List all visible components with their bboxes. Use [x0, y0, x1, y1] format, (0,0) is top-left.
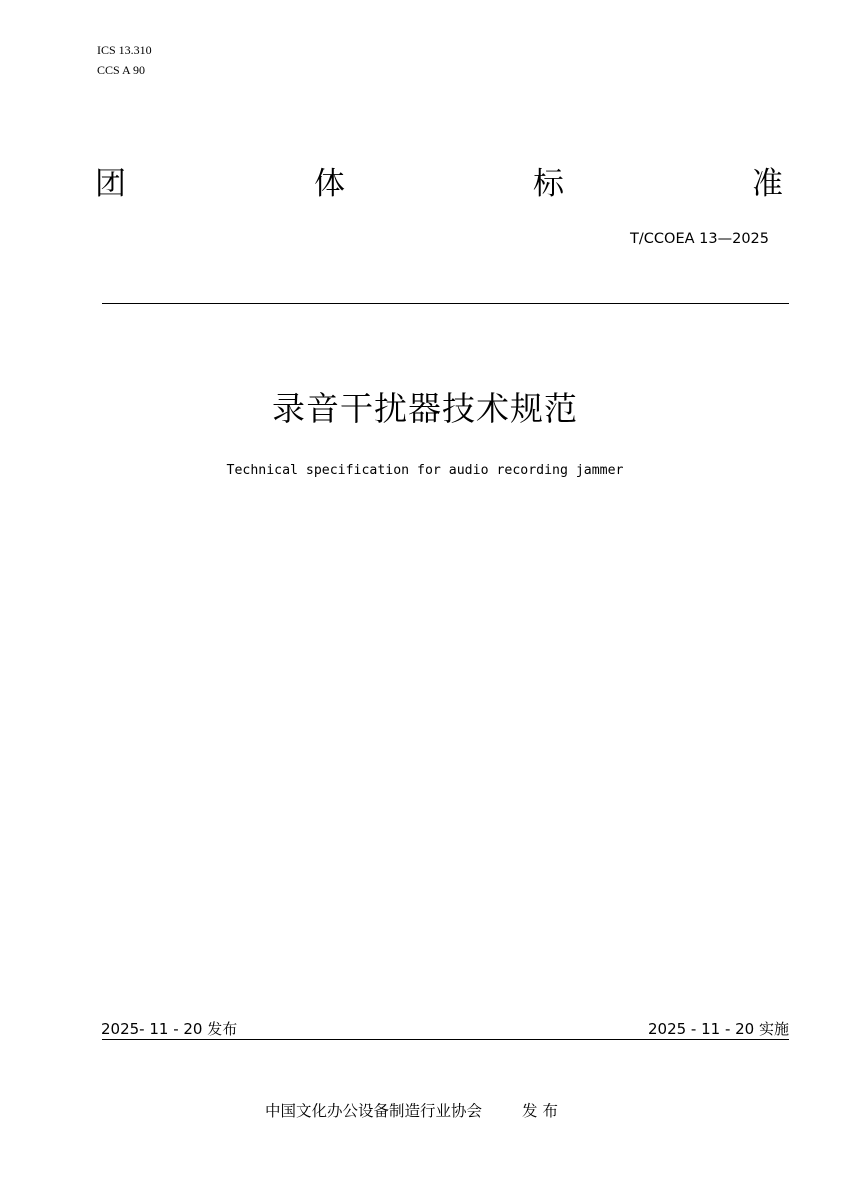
classification-codes	[97, 40, 152, 80]
top-divider	[102, 303, 789, 304]
standard-type-char: 准	[752, 166, 783, 202]
publish-date: 2025- 11 - 20 发布	[101, 1020, 238, 1038]
implement-date: 2025 - 11 - 20 实施	[647, 1020, 789, 1038]
bottom-divider	[102, 1039, 789, 1040]
document-title-chinese: 录音干扰器技术规范	[272, 389, 578, 428]
standard-code: T/CCOEA 13—2025	[630, 231, 769, 247]
publisher-line	[265, 1099, 558, 1121]
standard-type-char: 标	[533, 166, 564, 202]
ccs-code: CCS A 90	[97, 63, 146, 77]
standard-type-heading	[95, 162, 783, 206]
ics-code: ICS 13.310	[97, 43, 152, 57]
standard-type-char: 团	[95, 166, 126, 202]
publisher-action: 发 布	[522, 1102, 558, 1120]
publisher-name: 中国文化办公设备制造行业协会	[265, 1102, 483, 1120]
standard-type-char: 体	[314, 166, 345, 202]
document-title-english: Technical specification for audio recording jammer	[226, 463, 624, 478]
